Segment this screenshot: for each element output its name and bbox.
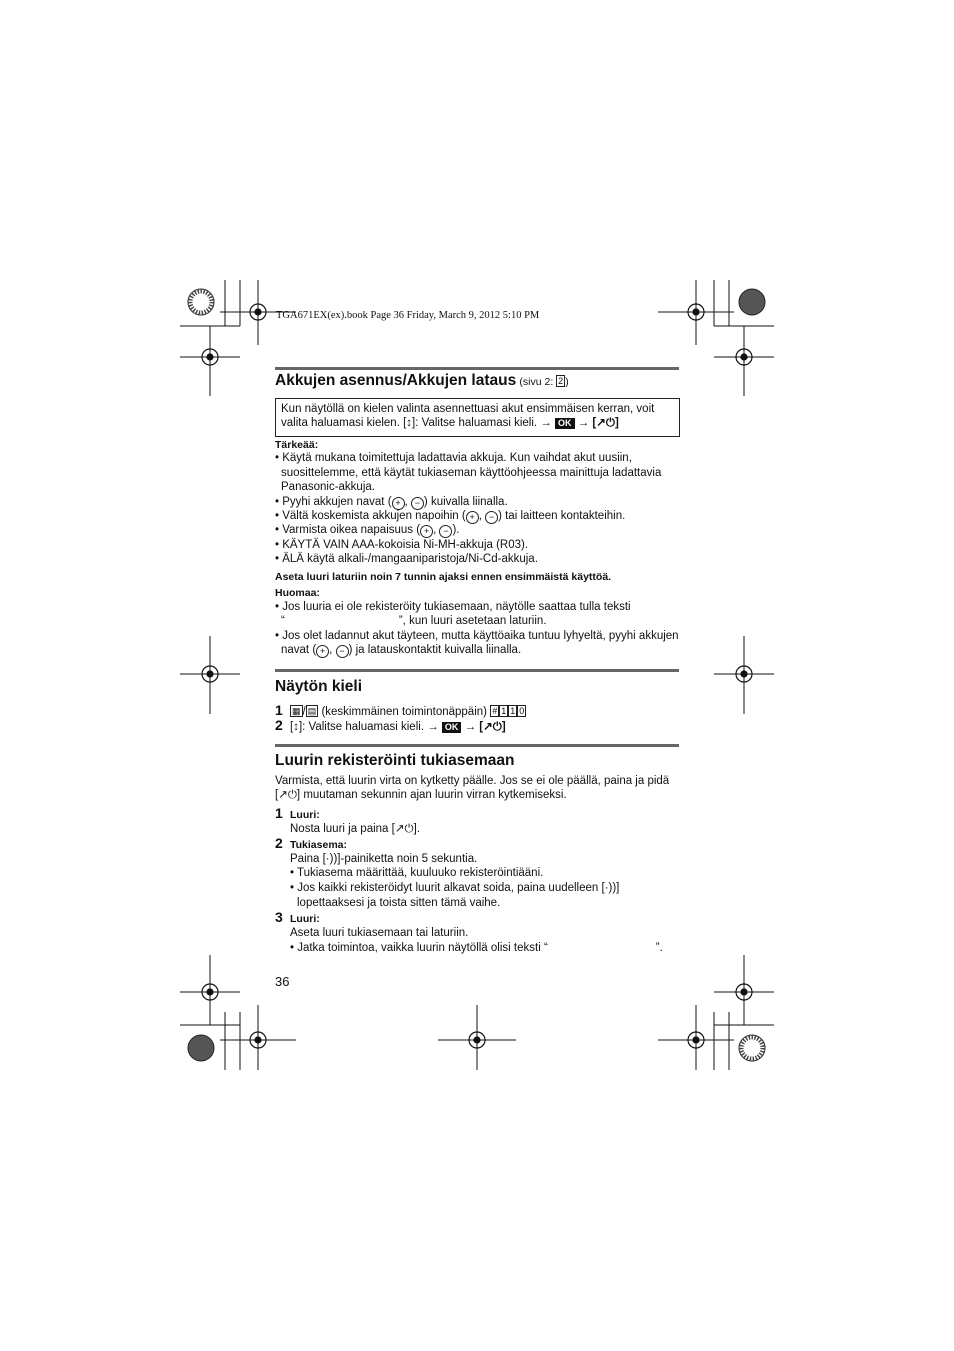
minus-icon: −: [485, 511, 498, 524]
plus-icon: +: [316, 645, 329, 658]
bold-note: Aseta luuri laturiin noin 7 tunnin ajaksi ennen ensimmäistä käyttöä.: [275, 571, 612, 583]
plus-icon: +: [466, 511, 479, 524]
plus-icon: +: [420, 525, 433, 538]
plus-icon: +: [392, 497, 405, 510]
list-item: • Käytä mukana toimitettuja ladattavia akkuja. Kun vaihdat akut uusiin,: [275, 452, 632, 464]
list-item: • Jos luuria ei ole rekisteröity tukiasemaan, näytölle saattaa tulla teksti: [275, 601, 631, 613]
list-item: • Vältä koskemista akkujen napoihin ( + , − ) tai laitteen kontakteihin.: [275, 510, 626, 522]
list-item: • ÄLÄ käytä alkali-/mangaaniparistoja/Ni-Cd-akkuja.: [275, 553, 538, 565]
list-item: • Pyyhi akkujen navat ( + , − ) kuivalla liinalla.: [275, 496, 508, 508]
info-box-line: valita haluamasi kielen. [↕]: Valitse haluamasi kieli. → OK → [↗⏻]: [281, 417, 619, 429]
step-label: Luuri:: [290, 913, 320, 925]
minus-icon: −: [411, 497, 424, 510]
note-label: Huomaa:: [275, 587, 320, 599]
list-item: • KÄYTÄ VAIN AAA-kokoisia Ni-MH-akkuja (R03).: [275, 539, 529, 551]
ok-key-icon: OK: [555, 418, 575, 429]
section-rule: [275, 744, 679, 747]
page-number: 36: [275, 974, 290, 989]
list-item: • Jos olet ladannut akut täyteen, mutta käyttöaika tuntuu lyhyeltä, pyyhi akkujen: [275, 630, 679, 642]
section-title: Luurin rekisteröinti tukiasemaan: [275, 752, 515, 769]
minus-icon: −: [439, 525, 452, 538]
list-item: suosittelemme, että käytät tukiaseman käyttöohjeessa mainittuja ladattavia: [281, 467, 662, 479]
step-number: 3: [275, 909, 283, 925]
list-item: • Jatka toimintoa, vaikka luurin näytöllä olisi teksti “ ”.: [290, 942, 663, 954]
step-number: 1: [275, 805, 283, 821]
list-item: lopettaaksesi ja toista sitten tämä vaihe.: [297, 897, 501, 909]
step-text: Aseta luuri tukiasemaan tai laturiin.: [290, 927, 469, 939]
step-text: Nosta luuri ja paina [↗⏻].: [290, 823, 420, 835]
step-1: 1 ▦ / ▤ (keskimmäinen toimintonäppäin) # 1 1 0: [275, 702, 525, 718]
menu-key-icon: ▤: [307, 706, 317, 716]
important-label: Tärkeää:: [275, 439, 319, 451]
minus-icon: −: [336, 645, 349, 658]
section-title: Akkujen asennus/Akkujen lataus (sivu 2: 2 ): [275, 372, 569, 389]
list-item: Panasonic-akkuja.: [281, 481, 375, 493]
list-item: • Jos kaikki rekisteröidyt luurit alkavat soida, paina uudelleen [·))]: [290, 882, 620, 894]
step-label: Tukiasema:: [290, 839, 347, 851]
step-number: 2: [275, 835, 283, 851]
list-item: navat ( + , − ) ja latauskontaktit kuivalla liinalla.: [281, 644, 522, 656]
step-2: 2 [↕]: Valitse haluamasi kieli. → OK → [↗⏻]: [275, 717, 506, 733]
section-title: Näytön kieli: [275, 678, 362, 695]
step-label: Luuri:: [290, 809, 320, 821]
step-text: Paina [·))]-painiketta noin 5 sekuntia.: [290, 853, 478, 865]
ok-key-icon: OK: [442, 722, 462, 733]
print-header: TGA671EX(ex).book Page 36 Friday, March 9, 2012 5:10 PM: [276, 310, 540, 321]
section-rule: [275, 367, 679, 370]
list-item: • Varmista oikea napaisuus ( + , − ).: [275, 524, 460, 536]
list-item: “ ”, kun luuri asetetaan laturiin.: [281, 615, 547, 627]
list-item: • Tukiasema määrittää, kuuluuko rekisteröintiääni.: [290, 867, 544, 879]
menu-key-icon: ▦: [292, 706, 301, 716]
info-box-line: Kun näytöllä on kielen valinta asennettuasi akut ensimmäisen kerran, voit: [281, 403, 655, 415]
section-rule: [275, 669, 679, 672]
intro-text: Varmista, että luurin virta on kytketty päälle. Jos se ei ole päällä, paina ja pidä: [275, 775, 670, 787]
intro-text: [↗⏻] muutaman sekunnin ajan luurin virran kytkemiseksi.: [275, 789, 567, 801]
